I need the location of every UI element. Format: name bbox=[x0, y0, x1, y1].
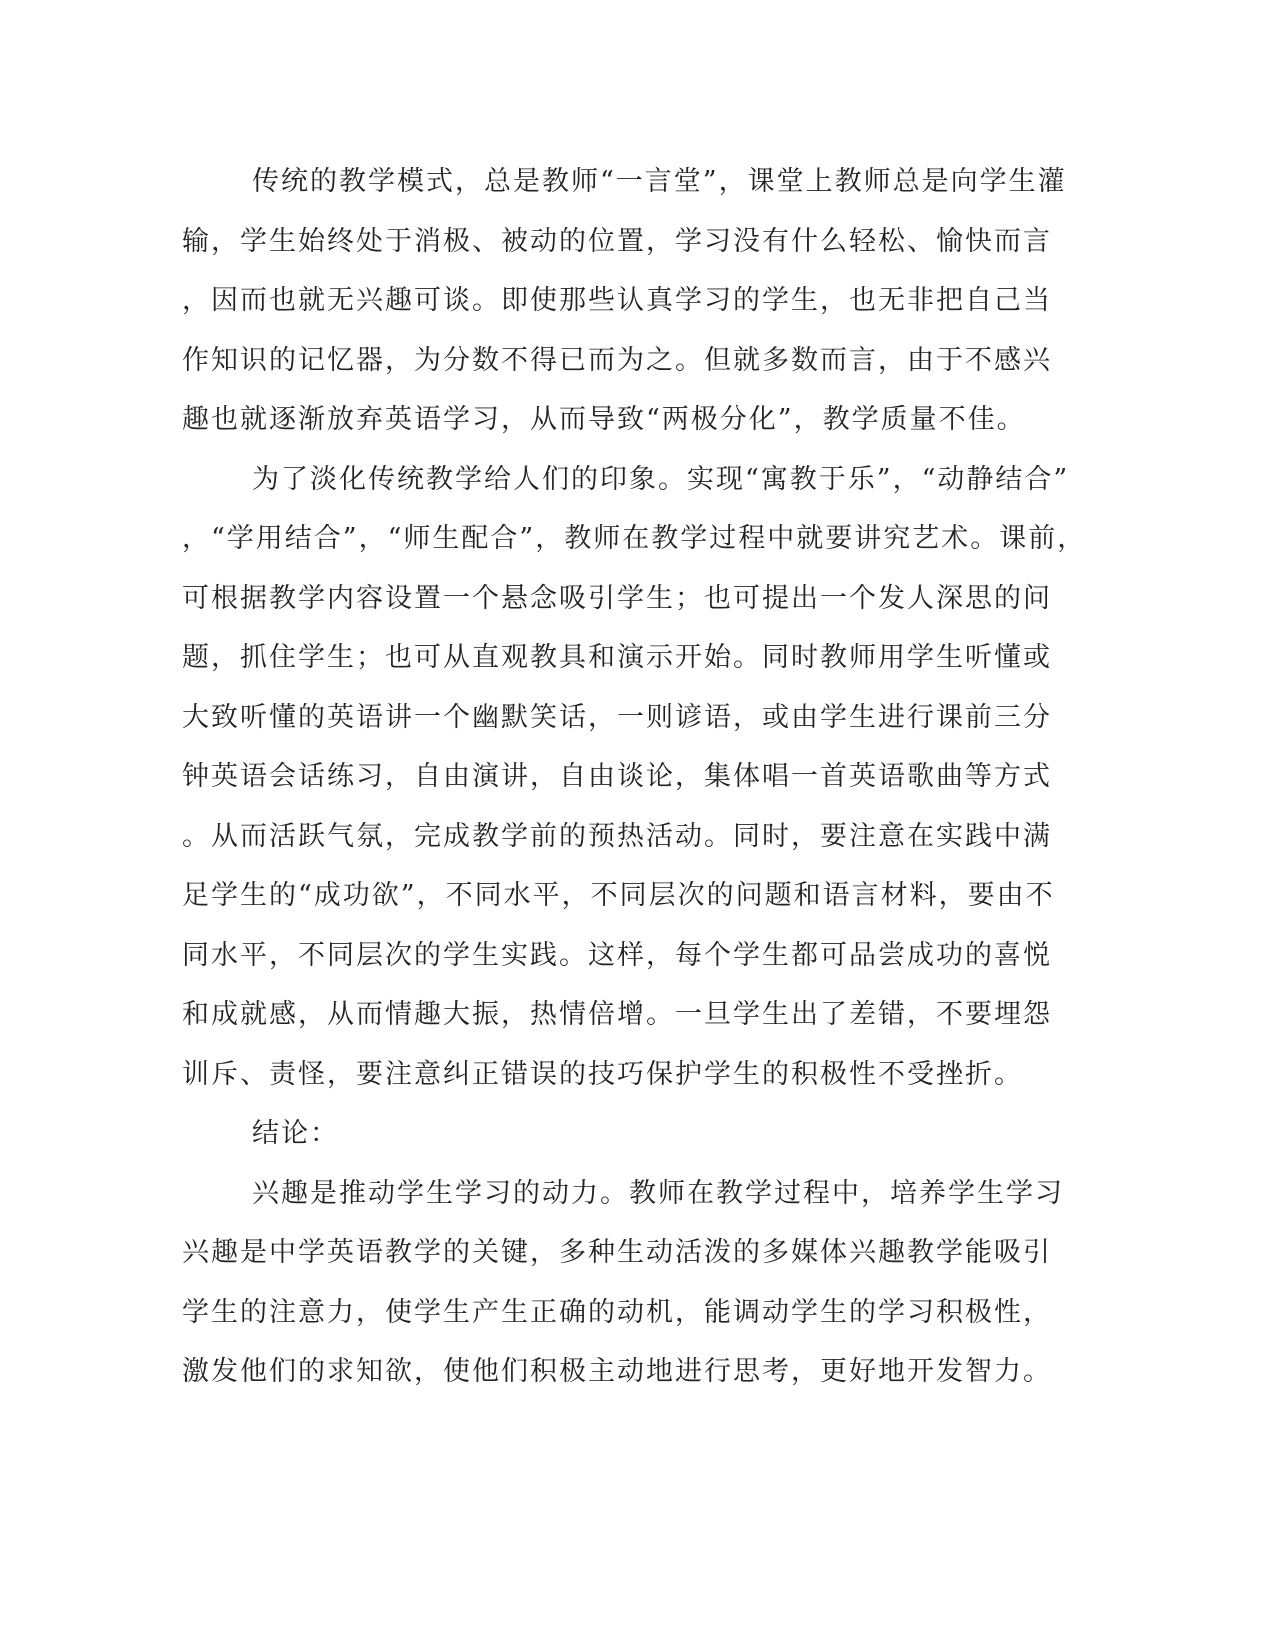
text-line: 学生的注意力，使学生产生正确的动机，能调动学生的学习积极性， bbox=[182, 1296, 1052, 1328]
text-line: ，因而也就无兴趣可谈。即使那些认真学习的学生，也无非把自己当 bbox=[182, 285, 1052, 316]
text-line: 足学生的“成功欲”，不同水平，不同层次的问题和语言材料，要由不 bbox=[182, 880, 1055, 911]
document-body bbox=[182, 157, 1087, 1407]
text-line: 训斥、责怪，要注意纠正错误的技巧保护学生的积极性不受挫折。 bbox=[182, 1058, 1023, 1090]
paragraph-conclusion bbox=[182, 1169, 1064, 1407]
paragraph-teaching-art bbox=[182, 455, 1087, 1110]
text-line: 大致听懂的英语讲一个幽默笑话，一则谚语，或由学生进行课前三分 bbox=[182, 701, 1052, 733]
text-line: 题，抓住学生；也可从直观教具和演示开始。同时教师用学生听懂或 bbox=[182, 642, 1052, 673]
text-line: 趣也就逐渐放弃英语学习，从而导致“两极分化”，教学质量不佳。 bbox=[182, 404, 1026, 435]
text-line: 同水平，不同层次的学生实践。这样，每个学生都可品尝成功的喜悦 bbox=[182, 939, 1052, 971]
text-line: 兴趣是推动学生学习的动力。教师在教学过程中，培养学生学习 bbox=[252, 1177, 1064, 1209]
section-heading-conclusion: 结论： bbox=[252, 1118, 339, 1149]
text-line: ，“学用结合”，“师生配合”，教师在教学过程中就要讲究艺术。课前， bbox=[182, 523, 1087, 554]
text-line: 可根据教学内容设置一个悬念吸引学生；也可提出一个发人深思的问 bbox=[182, 582, 1052, 614]
text-line: 。从而活跃气氛，完成教学前的预热活动。同时，要注意在实践中满 bbox=[182, 820, 1052, 852]
text-line: 作知识的记忆器，为分数不得已而为之。但就多数而言，由于不感兴 bbox=[182, 344, 1052, 376]
paragraph-traditional-teaching bbox=[182, 157, 1067, 455]
text-line: 和成就感，从而情趣大振，热情倍增。一旦学生出了差错，不要埋怨 bbox=[182, 999, 1052, 1030]
text-line: 激发他们的求知欲，使他们积极主动地进行思考，更好地开发智力。 bbox=[182, 1356, 1052, 1387]
text-line: 钟英语会话练习，自由演讲，自由谈论，集体唱一首英语歌曲等方式 bbox=[182, 761, 1052, 792]
text-line: 传统的教学模式，总是教师“一言堂”，课堂上教师总是向学生灌 bbox=[252, 166, 1067, 197]
text-line: 为了淡化传统教学给人们的印象。实现“寓教于乐”，“动静结合” bbox=[252, 463, 1070, 495]
text-line: 兴趣是中学英语教学的关键，多种生动活泼的多媒体兴趣教学能吸引 bbox=[182, 1237, 1052, 1268]
text-line: 输，学生始终处于消极、被动的位置，学习没有什么轻松、愉快而言 bbox=[182, 225, 1052, 257]
